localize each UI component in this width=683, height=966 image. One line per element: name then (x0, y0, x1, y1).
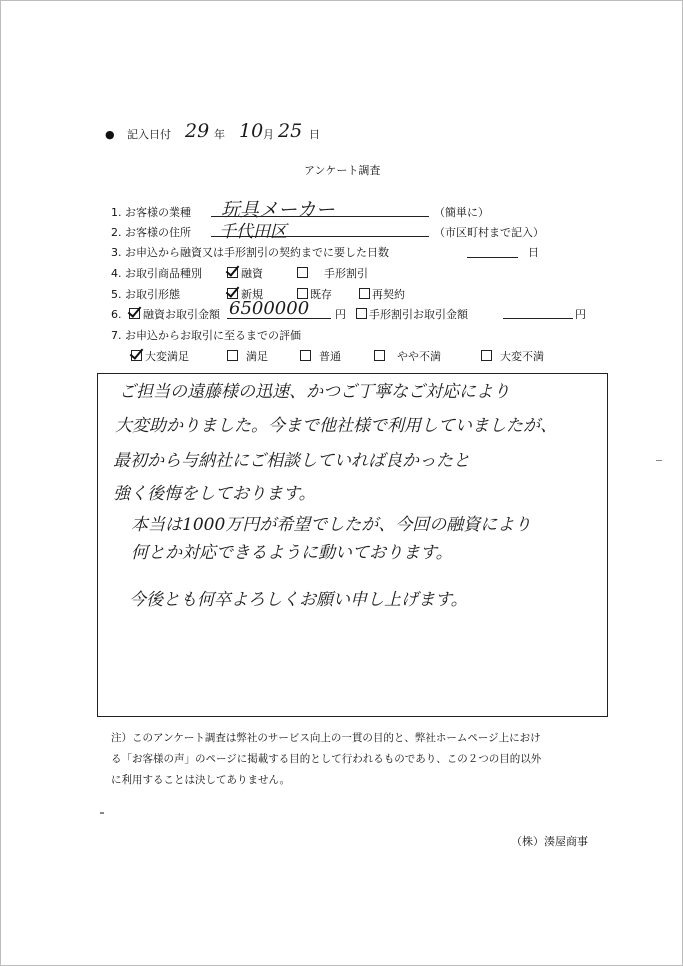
q6-option-tegata[interactable] (356, 308, 468, 321)
comment-line: 今後とも何卒よろしくお願い申し上げます。 (129, 590, 468, 610)
q2-answer: 千代田区 (219, 222, 287, 242)
q5-option-existing-label: 既存 (310, 288, 332, 301)
q4-option-yushi-label: 融資 (241, 267, 263, 280)
check-icon (131, 350, 142, 361)
q6-unit1: 円 (335, 308, 346, 321)
comment-line: ご担当の遠藤様の迅速、かつご丁寧なご対応により (119, 382, 510, 402)
page-title: アンケート調査 (304, 164, 381, 177)
footnote-line: に利用することは決してありません。 (111, 774, 291, 786)
footnote-line: 注）このアンケート調査は弊社のサービス向上の一貫の目的と、弊社ホームページ上におけ (111, 732, 541, 744)
q3-underline (467, 257, 518, 258)
company-name: （株）湊屋商事 (511, 835, 588, 848)
q6-underline-1 (227, 318, 331, 319)
q7-option-satisfied[interactable] (227, 350, 268, 363)
q2-underline (211, 236, 429, 237)
q6-option-yushi[interactable] (129, 308, 220, 321)
checkbox-icon (481, 350, 492, 361)
date-month: 10 (239, 120, 264, 142)
comment-line: 本当は1000万円が希望でしたが、今回の融資により (131, 515, 532, 535)
q7-option-very-satisfied[interactable] (131, 350, 189, 363)
q6-label2: 手形割引お取引金額 (369, 308, 468, 321)
check-icon (129, 308, 140, 319)
q7-option-very-satisfied-label: 大変満足 (145, 350, 189, 363)
q6-label1: 融資お取引金額 (143, 308, 220, 321)
q7-option-somewhat-dissatisfied-label: やや不満 (397, 350, 441, 363)
q6-underline-2 (503, 318, 573, 319)
q7-option-normal[interactable] (300, 350, 341, 363)
q2-suffix: （市区町村まで記入） (434, 226, 544, 239)
q7-option-satisfied-label: 満足 (246, 350, 268, 363)
scan-speck (656, 460, 662, 461)
checkbox-icon (359, 288, 370, 299)
q5-option-recontract[interactable] (359, 288, 405, 301)
checkbox-icon (297, 267, 308, 278)
q6-unit2: 円 (575, 308, 586, 321)
q6-amount: 6500000 (229, 298, 310, 319)
year-unit: 年 (214, 128, 225, 141)
q4-option-yushi[interactable] (227, 267, 263, 280)
comment-line: 何とか対応できるように動いております。 (131, 543, 453, 563)
comment-line: 大変助かりました。今まで他社様で利用していましたが、 (115, 416, 557, 436)
check-icon (227, 267, 238, 278)
q7-option-very-dissatisfied-label: 大変不満 (500, 350, 544, 363)
checkbox-icon (300, 350, 311, 361)
q6-num: 6. (111, 308, 122, 321)
q4-option-tegata[interactable] (297, 267, 368, 280)
q1-label: 1. お客様の業種 (111, 206, 191, 219)
comment-line: 最初から与納社にご相談していれば良かったと (113, 451, 470, 471)
q2-label: 2. お客様の住所 (111, 226, 191, 239)
q5-label: 5. お取引形態 (111, 288, 180, 301)
q5-option-new-label: 新規 (241, 288, 263, 301)
comment-line: 強く後悔をしております。 (113, 484, 316, 504)
q1-answer: 玩具メーカー (221, 199, 335, 221)
q3-label: 3. お申込から融資又は手形割引の契約までに要した日数 (111, 246, 389, 259)
date-year: 29 (185, 120, 210, 142)
month-unit: 月 (263, 128, 274, 141)
footnote-line: る「お客様の声」のページに掲載する目的として行われるものであり、この２つの目的以外 (111, 753, 542, 765)
q7-option-somewhat-dissatisfied[interactable] (374, 350, 441, 363)
checkbox-icon (356, 308, 367, 319)
q7-option-normal-label: 普通 (319, 350, 341, 363)
date-label: 記入日付 (127, 128, 171, 141)
q4-option-tegata-label: 手形割引 (324, 267, 368, 280)
q1-suffix: （簡単に） (434, 206, 489, 219)
date-day: 25 (278, 120, 303, 142)
day-unit: 日 (309, 128, 320, 141)
q7-label: 7. お申込からお取引に至るまでの評価 (111, 329, 301, 342)
bullet: ● (105, 128, 115, 141)
q7-option-very-dissatisfied[interactable] (481, 350, 544, 363)
checkbox-icon (227, 350, 238, 361)
scan-speck (100, 812, 104, 814)
q3-suffix: 日 (528, 246, 539, 259)
q4-label: 4. お取引商品種別 (111, 267, 202, 280)
q5-option-recontract-label: 再契約 (372, 288, 405, 301)
checkbox-icon (374, 350, 385, 361)
